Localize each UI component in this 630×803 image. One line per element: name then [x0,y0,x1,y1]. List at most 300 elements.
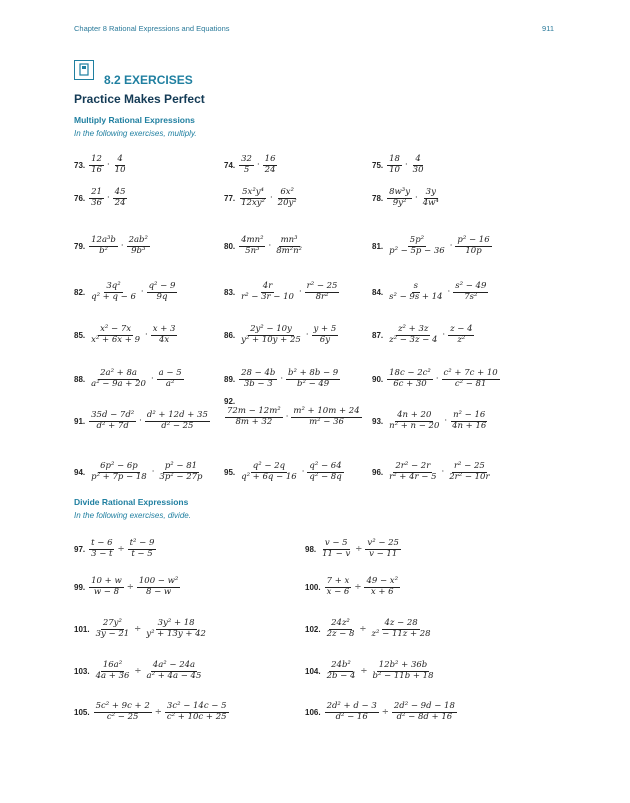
denominator: 36 [91,197,102,208]
fraction [89,236,118,257]
fraction [276,188,299,209]
exercise-74 [224,155,278,176]
exercise-87 [372,325,475,346]
fraction [113,155,128,176]
operator-sign: · [301,467,305,478]
denominator: z² − 3z − 4 [389,334,438,345]
operator-sign: ÷ [126,582,134,593]
denominator: x − 6 [326,586,350,597]
exercise-number: 81. [372,241,384,251]
fraction [113,188,128,209]
numerator: a − 5 [158,368,182,378]
denominator: b² − 49 [297,378,330,389]
exercise-number: 80. [224,241,236,251]
operator-sign: ÷ [355,544,363,555]
denominator: 24 [264,164,276,175]
fraction [447,462,491,483]
numerator: 49 − x² [366,576,398,586]
denominator: v − 11 [369,548,398,559]
exercise-101 [74,619,209,640]
operator-sign: · [106,193,110,204]
fraction [448,325,474,346]
exercise-number: 91. [74,416,86,426]
exercise-88 [74,369,185,390]
exercise-96 [372,462,493,483]
page-number: 911 [542,24,554,33]
fraction [307,462,343,483]
exercise-100 [305,577,401,598]
numerator: 3y² + 18 [157,618,195,628]
denominator: 20y² [277,197,297,208]
denominator: w − 8 [93,586,120,597]
denominator: 10 [389,164,400,175]
fraction [392,702,457,723]
exercise-number: 102. [305,624,321,634]
numerator: 45 [114,187,126,197]
exercise-number: 83. [224,287,236,297]
numerator: c² + 7c + 10 [443,368,498,378]
numerator: y + 5 [313,324,337,334]
numerator: 4mn² [241,235,264,245]
fraction [455,236,491,257]
denominator: c² + 10c + 25 [166,711,227,722]
fraction [89,369,148,390]
denominator: t − 5 [131,548,153,559]
numerator: 12a³b [91,235,116,245]
denominator: 10p [465,245,482,256]
exercise-81 [372,236,493,257]
fraction [89,282,138,303]
operator-sign: · [415,193,418,204]
denominator: 7s² [464,291,478,302]
operator-sign: · [140,287,144,298]
denominator: d² − 25 [161,420,194,431]
denominator: 4a + 36 [95,670,130,681]
fraction [365,539,401,560]
numerator: v² − 25 [367,538,399,548]
exercise-80 [224,236,305,257]
numerator: 4a² − 24a [152,660,196,670]
denominator: 12xy² [241,197,265,208]
denominator: 5n³ [245,245,260,256]
exercise-number: 75. [372,160,384,170]
numerator: 3c² − 14c − 5 [166,701,227,711]
denominator: z² − 11z + 28 [371,628,431,639]
denominator: p² + 7p − 18 [91,471,147,482]
denominator: d² − 16 [335,711,368,722]
numerator: m² + 10m + 24 [293,406,360,416]
fraction [127,236,150,257]
denominator: z² [457,334,466,345]
exercise-number: 92. [224,397,236,406]
denominator: a² [165,378,175,389]
denominator: 8 − w [145,586,172,597]
numerator: 5x²y⁴ [242,187,264,197]
fraction [305,282,340,303]
operator-sign: · [120,241,124,252]
numerator: 5p² [409,235,425,245]
numerator: 10 + w [91,576,122,586]
denominator: c² − 81 [454,378,487,389]
numerator: mn³ [280,235,298,245]
fraction [89,462,149,483]
numerator: 28 − 4b [241,368,276,378]
operator-sign: · [268,241,272,252]
fraction [387,462,438,483]
denominator: r² − 3r − 10 [241,291,294,302]
fraction [147,282,178,303]
denominator: 6c + 30 [393,378,427,389]
denominator: 4n + 16 [452,420,487,431]
numerator: 4 [415,154,421,164]
fraction [387,369,433,390]
exercise-94 [74,462,205,483]
fraction [89,577,124,598]
exercise-102 [305,619,434,640]
exercise-number: 90. [372,374,384,384]
numerator: 18c − 2c² [389,368,431,378]
numerator: 2ab² [128,235,148,245]
exercise-86 [224,325,339,346]
numerator: p² − 81 [164,461,198,471]
fraction [239,369,277,390]
exercise-89 [224,369,341,390]
exercise-78 [372,188,442,209]
numerator: 6p² − 6p [100,461,138,471]
numerator: 2a² + 8a [100,368,137,378]
operator-sign: · [280,374,284,385]
numerator: q² − 9 [148,281,176,291]
fraction [263,155,278,176]
numerator: x + 3 [152,324,176,334]
operator-sign: · [441,467,445,478]
operator-sign: · [444,416,448,427]
exercise-95 [224,462,345,483]
fraction [239,462,299,483]
denominator: y² + 13y + 42 [146,628,206,639]
denominator: m² − 36 [309,416,344,427]
fraction [89,325,142,346]
numerator: t² − 9 [129,538,155,548]
fraction [421,188,441,209]
denominator: 3 − t [91,548,113,559]
exercise-number: 103. [74,666,90,676]
denominator: 4w⁴ [422,197,439,208]
denominator: 3p² − 27p [159,471,203,482]
operator-sign: · [139,416,142,427]
exercise-number: 94. [74,467,86,477]
exercise-number: 95. [224,467,236,477]
numerator: 27y² [102,618,122,628]
numerator: r² − 25 [453,461,485,471]
exercise-number: 104. [305,666,321,676]
denominator: 9q [156,291,168,302]
numerator: s² − 49 [455,281,487,291]
denominator: a² − 9a + 20 [91,378,146,389]
exercise-77 [224,188,300,209]
numerator: t − 6 [91,538,113,548]
fraction [89,188,104,209]
numerator: 16 [264,154,276,164]
numerator: 2y² − 10y [250,324,292,334]
exercise-106 [305,702,458,723]
fraction [239,236,265,257]
exercise-103 [74,661,204,682]
operator-sign: · [442,330,446,341]
fraction [145,661,204,682]
fraction [291,407,361,428]
denominator: 2r² − 10r [449,471,490,482]
operator-sign: ÷ [359,624,367,635]
numerator: 2d² + d − 3 [326,701,377,711]
exercise-number: 101. [74,624,90,634]
exercise-book-icon [74,60,94,80]
denominator: 30 [412,164,424,175]
numerator: q² − 2q [252,461,286,471]
exercise-number: 79. [74,241,86,251]
multiply-heading: Multiply Rational Expressions [74,115,195,125]
exercise-93 [372,411,489,432]
divide-heading: Divide Rational Expressions [74,497,189,507]
numerator: 32 [241,154,252,164]
denominator: 5 [243,164,250,175]
numerator: 16a² [102,660,123,670]
numerator: 35d − 7d² [91,410,135,420]
denominator: 11 − v [322,548,351,559]
numerator: n² − 16 [453,410,486,420]
numerator: 2d² − 9d − 18 [393,701,455,711]
operator-sign: ÷ [117,544,125,555]
denominator: 6y [319,334,331,345]
fraction [387,411,441,432]
fraction [450,411,488,432]
numerator: 3y [425,187,436,197]
fraction [387,236,447,257]
denominator: q² + q − 6 [91,291,136,302]
exercise-number: 76. [74,193,86,203]
numerator: 4 [117,154,123,164]
denominator: x² + 6x + 9 [91,334,140,345]
exercise-number: 98. [305,544,317,554]
fraction [89,411,136,432]
denominator: 9y² [392,197,407,208]
exercise-73 [74,155,128,176]
fraction [145,411,210,432]
exercise-98 [305,539,402,560]
exercise-number: 99. [74,582,86,592]
fraction [274,236,304,257]
denominator: q² + 6q − 16 [241,471,297,482]
fraction [370,619,433,640]
numerator: s [413,281,419,291]
fraction [411,155,426,176]
exercise-105 [74,702,230,723]
fraction [137,577,180,598]
numerator: 3q² [106,281,121,291]
fraction [94,702,152,723]
denominator: c² − 25 [106,711,139,722]
denominator: 9b³ [131,245,146,256]
fraction [442,369,500,390]
exercise-85 [74,325,178,346]
numerator: z² + 3z [398,324,429,334]
numerator: 4z − 28 [384,618,418,628]
denominator: 4x [158,334,170,345]
exercise-90 [372,369,501,390]
denominator: d² − 8d + 16 [396,711,453,722]
operator-sign: · [150,374,154,385]
fraction [165,702,229,723]
exercise-number: 93. [372,416,384,426]
exercise-82 [74,282,178,303]
fraction [320,539,352,560]
operator-sign: · [447,287,451,298]
operator-sign: · [449,241,453,252]
exercise-number: 77. [224,193,236,203]
exercise-99 [74,577,181,598]
denominator: 2z − 8 [326,628,355,639]
numerator: 2r² − 2r [395,461,431,471]
exercise-number: 82. [74,287,86,297]
denominator: 24 [114,197,126,208]
numerator: q² − 64 [309,461,342,471]
exercise-number: 73. [74,160,86,170]
operator-sign: ÷ [354,582,362,593]
operator-sign: ÷ [381,707,389,718]
fraction [89,539,114,560]
denominator: b² [99,245,108,256]
numerator: 72m − 12m² [227,406,281,416]
denominator: n² + n − 20 [389,420,440,431]
exercise-number: 78. [372,193,384,203]
exercise-number: 106. [305,707,321,717]
exercise-83 [224,282,340,303]
denominator: p² − 5p − 36 [389,245,445,256]
numerator: r² − 25 [306,281,338,291]
denominator: 2b − 4 [326,670,356,681]
exercise-number: 89. [224,374,236,384]
exercise-number: 97. [74,544,86,554]
running-header: Chapter 8 Rational Expressions and Equations [74,24,230,33]
fraction [371,661,436,682]
denominator: 10 [114,164,126,175]
operator-sign: · [435,374,439,385]
numerator: d² + 12d + 35 [146,410,208,420]
numerator: p² − 16 [457,235,490,245]
exercise-75 [372,155,426,176]
numerator: 8w³y [389,187,411,197]
denominator: s² − 9s + 14 [389,291,443,302]
fraction [325,661,358,682]
fraction [325,577,352,598]
numerator: v − 5 [324,538,348,548]
exercise-104 [305,661,436,682]
section-subtitle: Practice Makes Perfect [74,92,205,106]
numerator: 100 − w² [138,576,179,586]
fraction [239,282,296,303]
fraction [239,325,303,346]
exercise-number: 86. [224,330,236,340]
numerator: 12b² + 36b [378,660,428,670]
numerator: b² + 8b − 9 [288,368,339,378]
fraction [225,407,283,428]
fraction [364,577,400,598]
fraction [453,282,488,303]
numerator: 7 + x [326,576,350,586]
exercise-97 [74,539,157,560]
fraction [387,282,444,303]
multiply-instruction: In the following exercises, multiply. [74,129,197,138]
denominator: b² − 11b + 18 [372,670,434,681]
numerator: 5c² + 9c + 2 [95,701,150,711]
denominator: y² + 10y + 25 [241,334,301,345]
denominator: a² + 4a − 45 [146,670,202,681]
exercise-79 [74,236,151,257]
numerator: 21 [91,187,102,197]
operator-sign: · [404,160,408,171]
operator-sign: · [285,412,289,423]
exercise-84 [372,282,489,303]
fraction [312,325,339,346]
exercise-number: 85. [74,330,86,340]
numerator: x² − 7x [100,324,132,334]
denominator: x + 6 [370,586,394,597]
exercise-number: 96. [372,467,384,477]
divide-instruction: In the following exercises, divide. [74,511,191,520]
fraction [157,369,184,390]
exercise-number: 100. [305,582,321,592]
operator-sign: · [305,330,309,341]
expression-row [224,407,363,428]
operator-sign: · [269,193,273,204]
fraction [151,325,178,346]
operator-sign: · [298,287,302,298]
exercise-number: 105. [74,707,90,717]
operator-sign: ÷ [154,707,162,718]
numerator: 4r [262,281,273,291]
fraction [144,619,208,640]
denominator: q² − 8q [309,471,342,482]
fraction [387,155,402,176]
exercise-number: 84. [372,287,384,297]
denominator: 3y − 21 [95,628,130,639]
operator-sign: ÷ [134,666,142,677]
fraction [157,462,204,483]
numerator: 18 [389,154,400,164]
fraction [94,619,132,640]
numerator: z − 4 [450,324,473,334]
exercise-92 [224,397,363,428]
fraction [128,539,157,560]
fraction [387,325,439,346]
exercise-number: 87. [372,330,384,340]
denominator: 8m + 32 [235,416,273,427]
operator-sign: · [145,330,148,341]
fraction [94,661,132,682]
numerator: 4n + 20 [397,410,432,420]
fraction [286,369,340,390]
fraction [239,188,267,209]
denominator: 16 [91,164,102,175]
denominator: d² + 7d [96,420,129,431]
fraction [239,155,254,176]
exercise-number: 74. [224,160,236,170]
operator-sign: · [151,467,155,478]
operator-sign: ÷ [134,624,142,635]
numerator: 6x² [280,187,294,197]
exercise-number: 88. [74,374,86,384]
fraction [325,619,357,640]
